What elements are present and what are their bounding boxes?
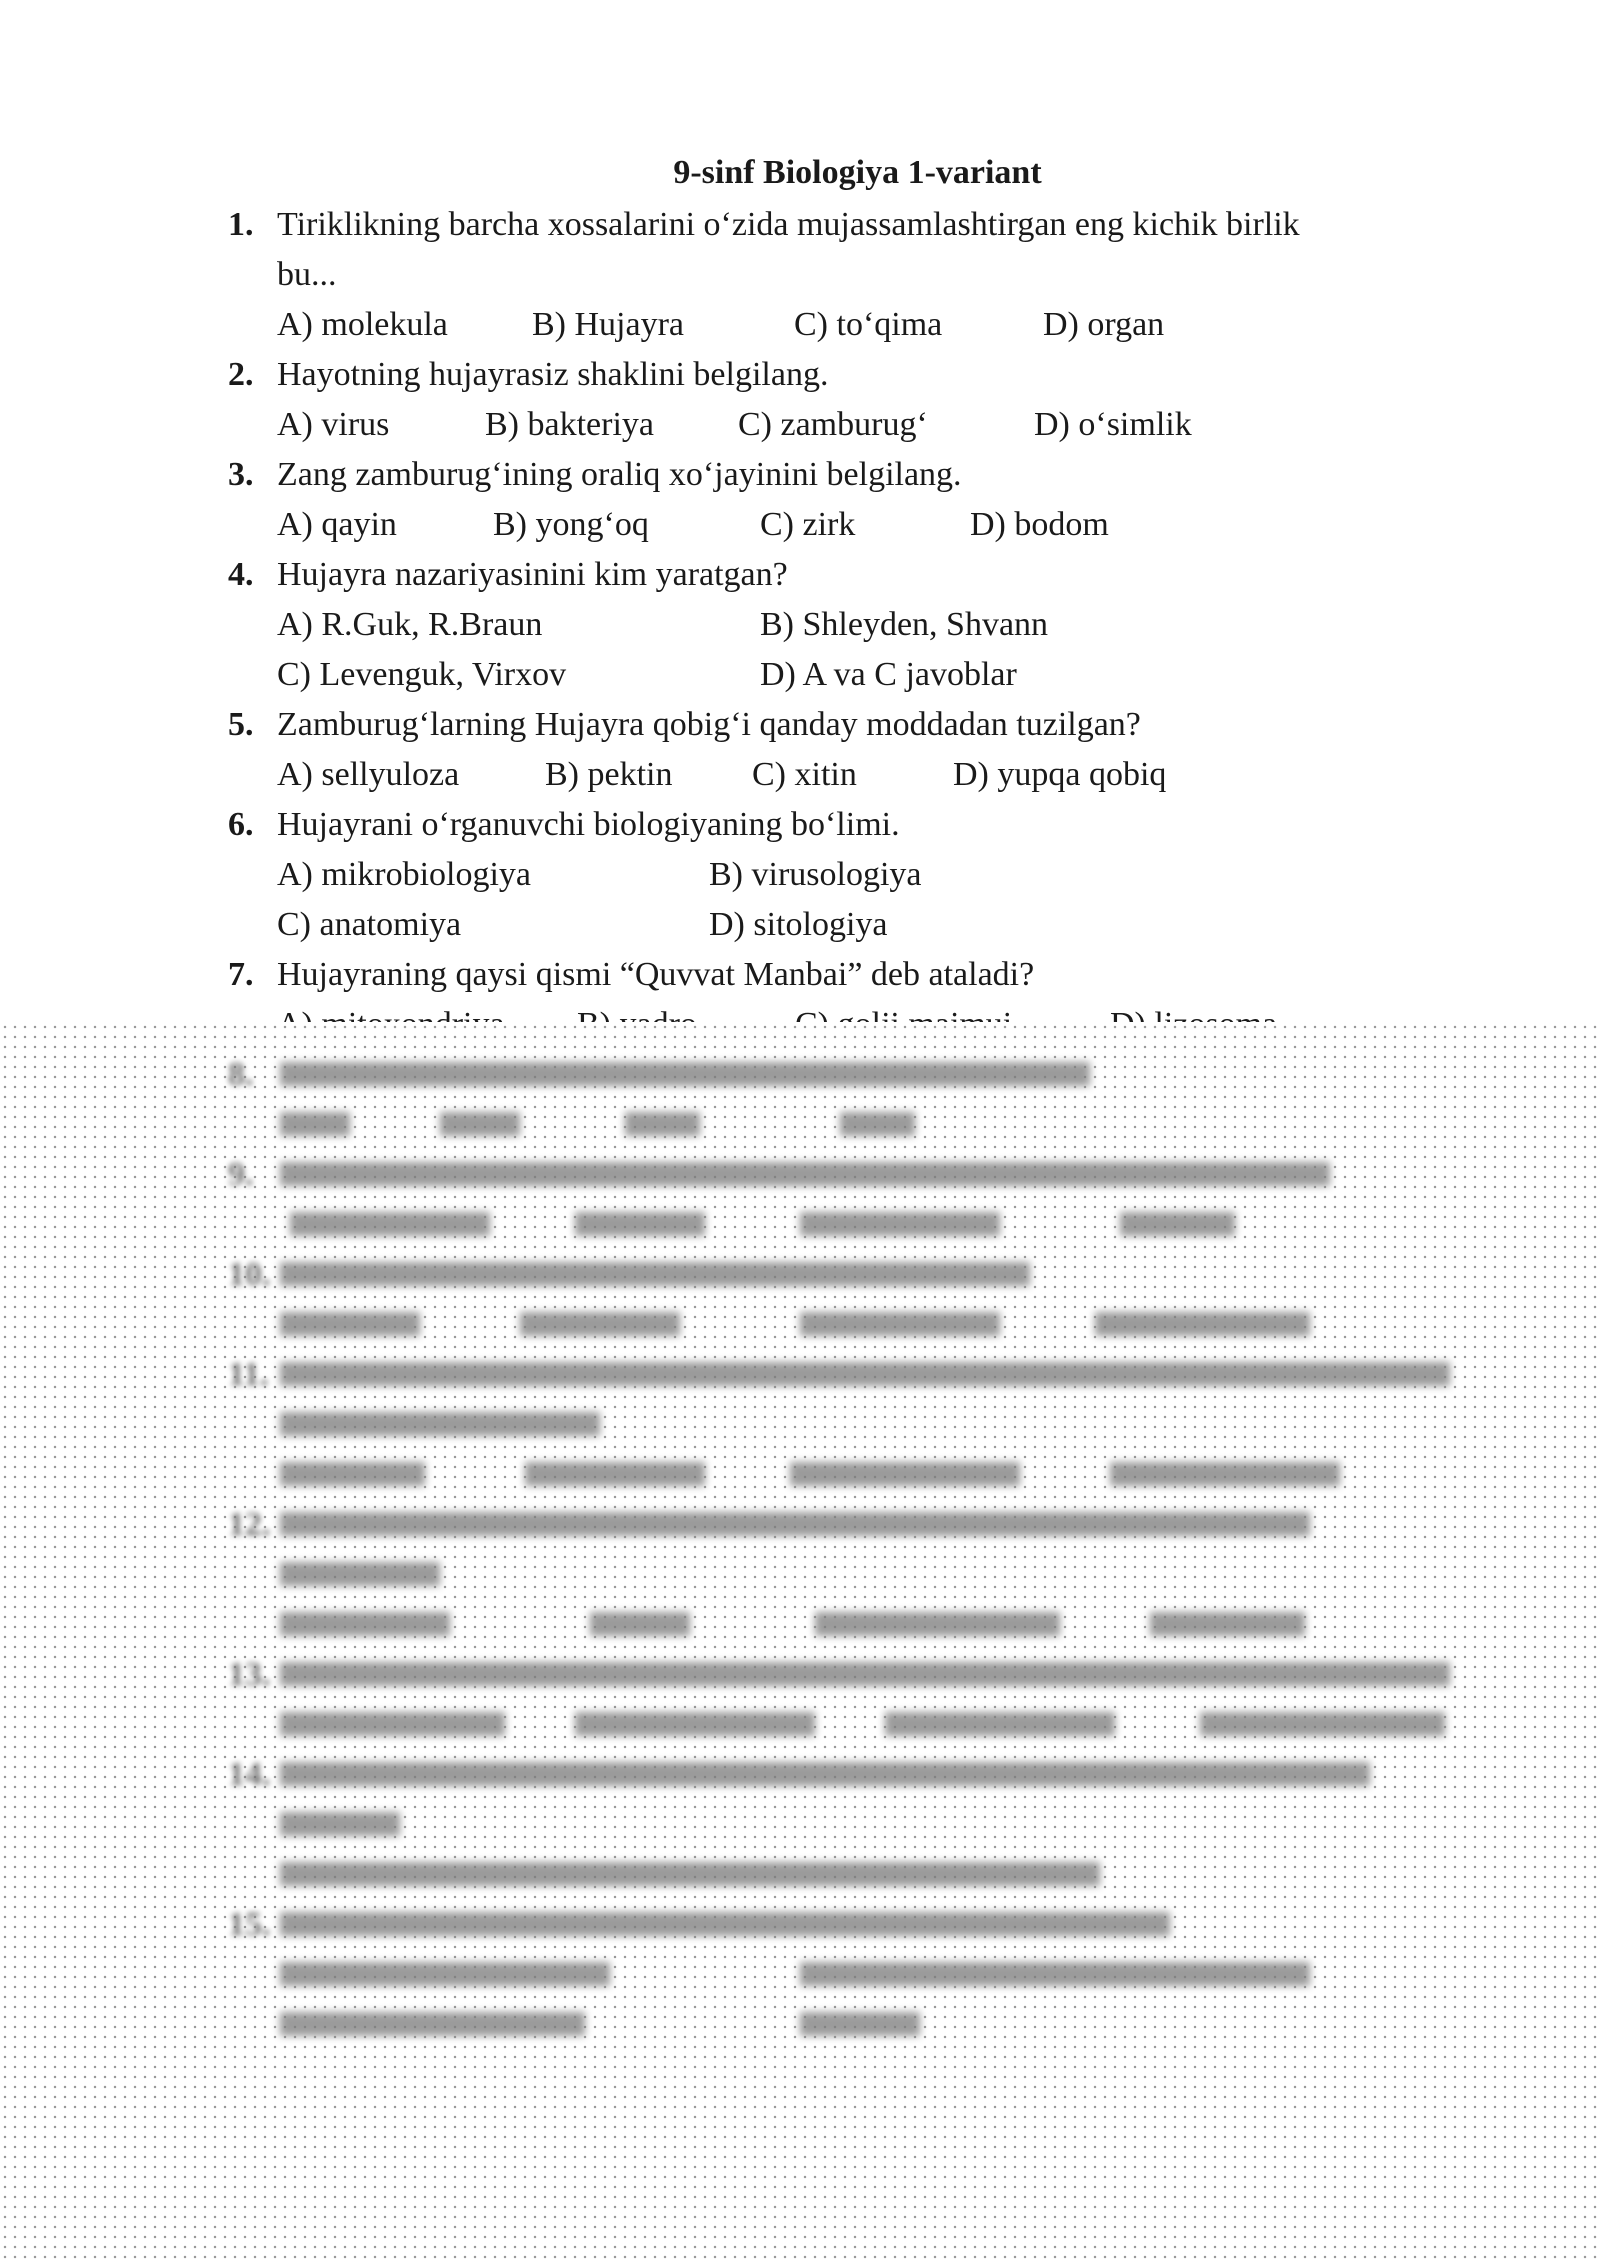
question-text: Tiriklikning barcha xossalarini o‘zida mujassamlashtirgan eng kichik birlik [277, 206, 1300, 243]
answer-option: D) organ [1043, 306, 1165, 343]
answer-option: D) sitologiya [709, 906, 888, 943]
obscured-question-number: 13. [228, 1656, 271, 1693]
answer-option: C) zamburug‘ [738, 406, 928, 443]
answer-option: C) Levenguk, Virxov [277, 656, 567, 693]
answer-option: D) bodom [970, 506, 1109, 543]
answer-option: B) bakteriya [485, 406, 654, 443]
question-text: Zamburug‘larning Hujayra qobig‘i qanday moddadan tuzilgan? [277, 706, 1141, 743]
answer-option: B) Shleyden, Shvann [760, 606, 1049, 643]
answer-option: D) o‘simlik [1034, 406, 1192, 443]
obscured-question-number: 12. [228, 1506, 271, 1543]
obscured-question-number: 9. [228, 1156, 254, 1193]
question-number: 3. [228, 456, 254, 493]
answer-option: C) xitin [752, 756, 857, 793]
question-text: Hujayraning qaysi qismi “Quvvat Manbai” deb ataladi? [277, 956, 1035, 993]
obscured-question-number: 11. [228, 1356, 269, 1393]
answer-option: A) R.Guk, R.Braun [277, 606, 543, 643]
question-number: 1. [228, 206, 254, 243]
question-text: Zang zamburug‘ining oraliq xo‘jayinini belgilang. [277, 456, 962, 493]
answer-option: D) yupqa qobiq [953, 756, 1167, 793]
question-text: Hayotning hujayrasiz shaklini belgilang. [277, 356, 829, 393]
answer-option: A) sellyuloza [277, 756, 460, 793]
answer-option: C) zirk [760, 506, 856, 543]
obscured-question-number: 8. [228, 1056, 254, 1093]
question-number: 7. [228, 956, 254, 993]
answer-option: A) qayin [277, 506, 397, 543]
answer-option: A) molekula [277, 306, 448, 343]
question-number: 6. [228, 806, 254, 843]
page-title: 9-sinf Biologiya 1-variant [673, 154, 1042, 191]
answer-option: A) virus [277, 406, 390, 443]
obscured-question-number: 10. [228, 1256, 271, 1293]
question-text: Hujayrani o‘rganuvchi biologiyaning bo‘limi. [277, 806, 900, 843]
answer-option: D) A va C javoblar [760, 656, 1017, 693]
answer-option: B) pektin [545, 756, 673, 793]
question-text-continued: bu... [277, 256, 337, 293]
obscured-question-number: 14. [228, 1756, 271, 1793]
answer-option: C) to‘qima [794, 306, 943, 343]
answer-option: B) Hujayra [532, 306, 685, 343]
obscured-question-number: 15. [228, 1906, 271, 1943]
answer-option: C) anatomiya [277, 906, 462, 943]
question-text: Hujayra nazariyasinini kim yaratgan? [277, 556, 788, 593]
answer-option: B) yong‘oq [493, 506, 649, 543]
question-number: 5. [228, 706, 254, 743]
answer-option: A) mikrobiologiya [277, 856, 532, 893]
question-number: 2. [228, 356, 254, 393]
answer-option: B) virusologiya [709, 856, 922, 893]
question-number: 4. [228, 556, 254, 593]
